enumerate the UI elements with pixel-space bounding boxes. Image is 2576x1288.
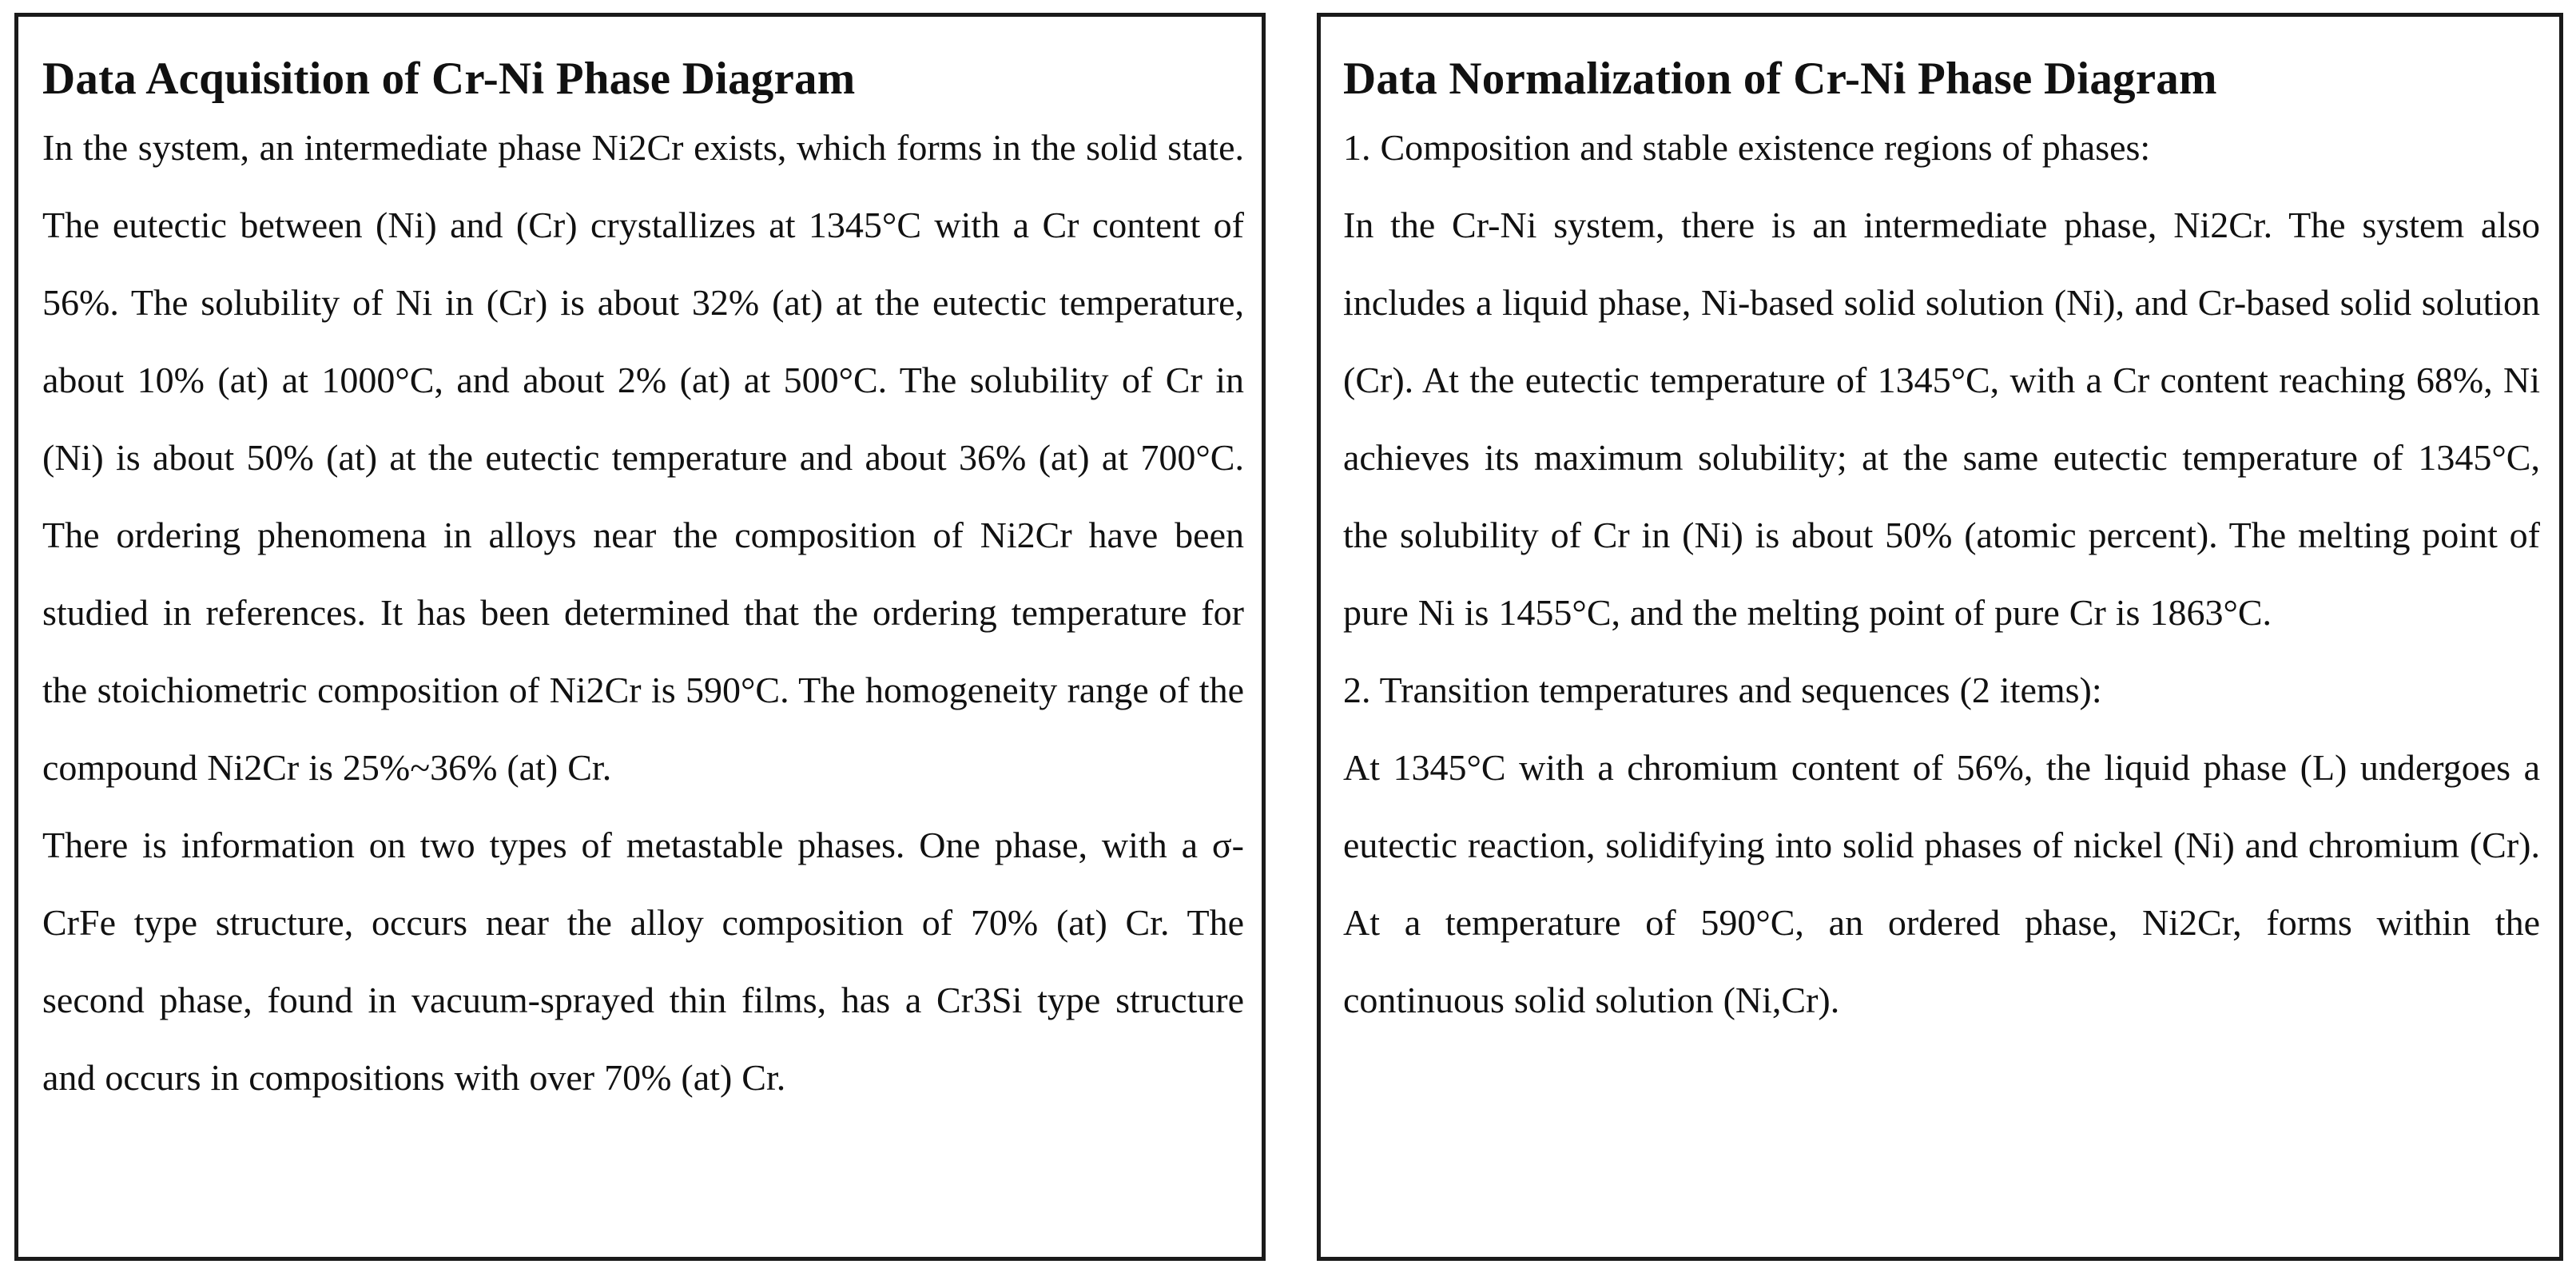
- paragraph-solid-state: In the system, an intermediate phase Ni2Cr exists, which forms in the solid state. The eutectic between (Ni) and (Cr) crystallizes at 1345°C with a Cr content of 56%. The solubility of Ni in (Cr) is about 32% (at) at the eutectic temperature, about 10% (at) at 1000°C, and about 2% (at) at 500°C. The solubility of Cr in (Ni) is about 50% (at) at the eutectic temperature and about 36% (at) at 700°C. The ordering phenomena in alloys near the composition of Ni2Cr have been studied in references. It has been determined that the ordering temperature for the stoichiometric composition of Ni2Cr is 590°C. The homogeneity range of the compound Ni2Cr is 25%~36% (at) Cr.: [42, 127, 1244, 789]
- section-heading-transitions: 2. Transition temperatures and sequences (2 items):: [1343, 670, 2102, 711]
- panel-title: Data Acquisition of Cr-Ni Phase Diagram: [42, 54, 856, 104]
- section-text-transitions: At 1345°C with a chromium content of 56%, the liquid phase (L) undergoes a eutectic reaction, solidifying into solid phases of nickel (Ni) and chromium (Cr). At a temperature of 590°C, an ordered phase, Ni2Cr, forms within the continuous solid solution (Ni,Cr).: [1343, 747, 2540, 1021]
- section-heading-phases: 1. Composition and stable existence regions of phases:: [1343, 127, 2151, 169]
- section-text-phases: In the Cr-Ni system, there is an intermediate phase, Ni2Cr. The system also includes a liquid phase, Ni-based solid solution (Ni), and Cr-based solid solution (Cr). At the eutectic temperature of 1345°C, with a Cr content reaching 68%, Ni achieves its maximum solubility; at the same eutectic temperature of 1345°C, the solubility of Cr in (Ni) is about 50% (atomic percent). The melting point of pure Ni is 1455°C, and the melting point of pure Cr is 1863°C.: [1343, 205, 2540, 634]
- data-acquisition-panel: [14, 13, 1266, 1261]
- panel-title: Data Normalization of Cr-Ni Phase Diagram: [1343, 54, 2217, 104]
- data-normalization-panel: [1317, 13, 2563, 1261]
- paragraph-metastable-phases: There is information on two types of metastable phases. One phase, with a σ-CrFe type structure, occurs near the alloy composition of 70% (at) Cr. The second phase, found in vacuum-sprayed thin films, has a Cr3Si type structure and occurs in compositions with over 70% (at) Cr.: [42, 825, 1244, 1099]
